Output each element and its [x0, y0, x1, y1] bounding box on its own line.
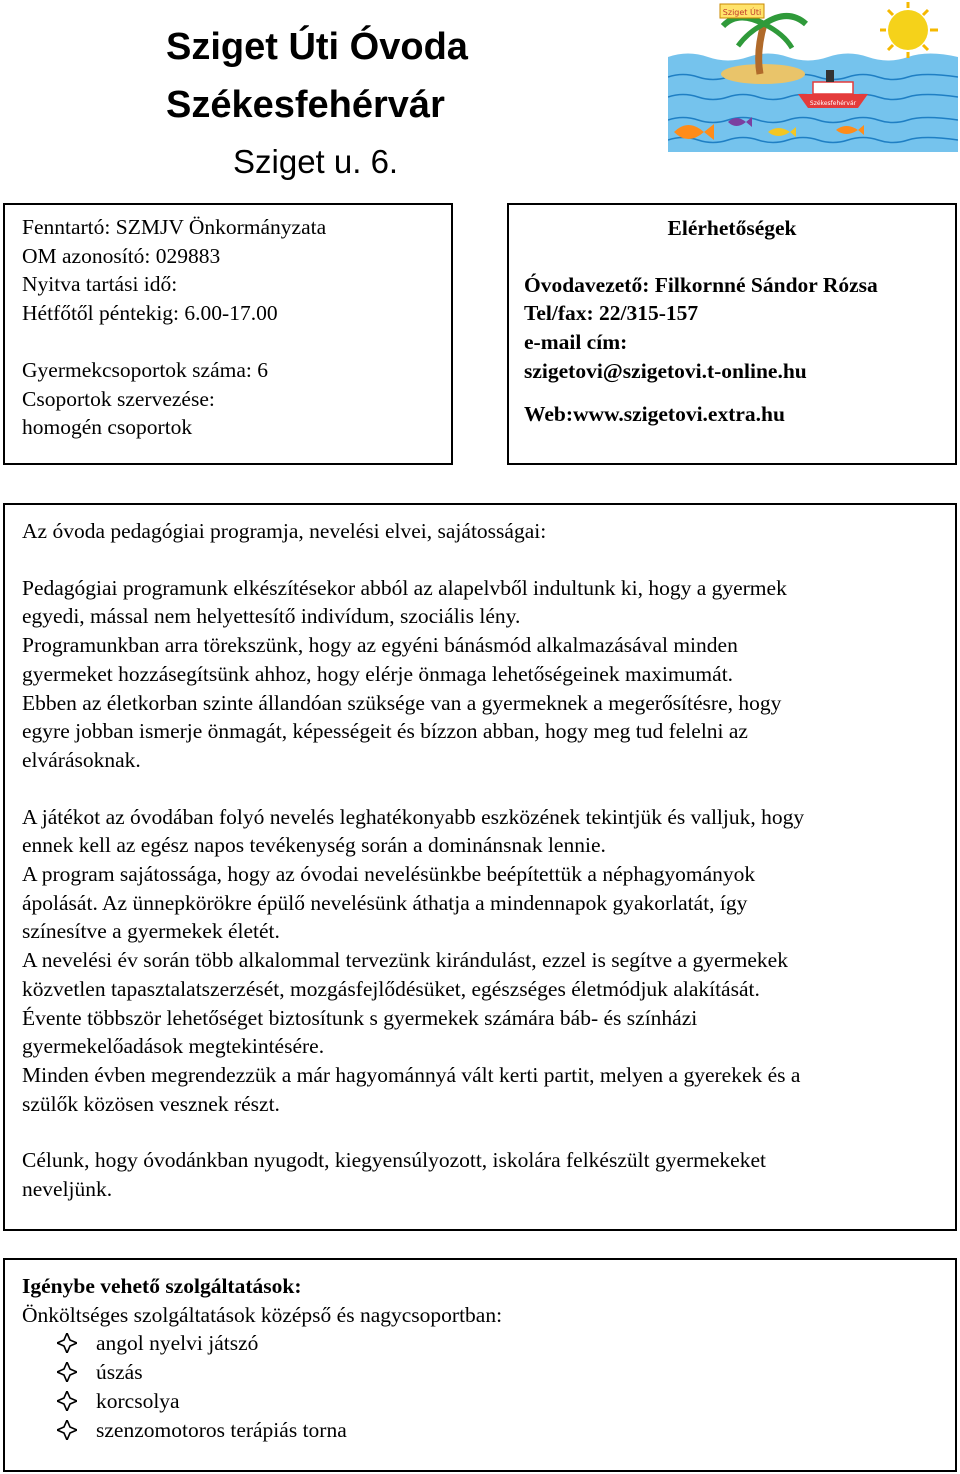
title-address: Sziget u. 6. — [233, 143, 399, 180]
title-school-name: Sziget Úti Óvoda — [166, 26, 468, 68]
list-item — [22, 1358, 943, 1387]
contact-telfax: Tel/fax: 22/315-157 — [524, 301, 699, 326]
program-line: szülők közösen vesznek részt. — [22, 1091, 280, 1116]
program-line: ápolását. Az ünnepkörökre épülő nevelésünk áthatja a mindennapok gyakorlatát, így — [22, 890, 748, 915]
diamond-bullet-icon — [57, 1420, 77, 1440]
diamond-bullet-icon — [57, 1391, 77, 1411]
info-group-count: Gyermekcsoportok száma: 6 — [22, 357, 268, 382]
info-opening-hours: Hétfőtől péntekig: 6.00-17.00 — [22, 301, 278, 326]
kindergarten-drawing — [668, 2, 958, 152]
services-subheading: Önköltséges szolgáltatások középső és nagycsoportban: — [22, 1302, 503, 1327]
list-item — [22, 1416, 943, 1445]
contact-web: Web:www.szigetovi.extra.hu — [524, 401, 785, 426]
service-item-label: korcsolya — [96, 1388, 180, 1413]
service-item-label: angol nyelvi játszó — [96, 1331, 259, 1356]
program-line: egyre jobban ismerje önmagát, képességeit és bízzon abban, hogy meg tud felelni az — [22, 719, 748, 744]
program-line: A játékot az óvodában folyó nevelés leghatékonyabb eszközének tekintjük és valljuk, hogy — [22, 804, 805, 829]
services-box — [3, 1258, 957, 1472]
program-line: Évente többször lehetőséget biztosítunk s gyermekek számára báb- és színházi — [22, 1005, 698, 1030]
info-om-id: OM azonosító: 029883 — [22, 243, 221, 268]
program-heading: Az óvoda pedagógiai programja, nevelési elvei, sajátosságai: — [22, 519, 547, 543]
program-line: ennek kell az egész napos tevékenység során a dominánsnak lennie. — [22, 833, 606, 858]
program-box — [3, 503, 957, 1231]
drawing-sign-text: Sziget Úti — [722, 8, 762, 17]
program-line: Pedagógiai programunk elkészítésekor abból az alapelvből indultunk ki, hogy a gyermek — [22, 575, 787, 600]
program-line: egyedi, mással nem helyettesítő indivídum, szociális lény. — [22, 604, 521, 629]
info-maintainer: Fenntartó: SZMJV Önkormányzata — [22, 215, 327, 239]
info-group-org-label: Csoportok szervezése: — [22, 386, 215, 411]
contact-leader: Óvodavezető: Filkornné Sándor Rózsa — [524, 272, 878, 297]
info-group-org-value: homogén csoportok — [22, 415, 193, 440]
program-line: elvárásoknak. — [22, 747, 141, 772]
program-line: Ebben az életkorban szinte állandóan szüksége van a gyermeknek a megerősítésre, hogy — [22, 690, 782, 715]
info-opening-label: Nyitva tartási idő: — [22, 272, 178, 297]
program-line: gyermekelőadások megtekintésére. — [22, 1034, 325, 1059]
title-block — [166, 18, 586, 190]
program-line: Programunkban arra törekszünk, hogy az egyéni bánásmód alkalmazásával minden — [22, 633, 738, 658]
diamond-bullet-icon — [57, 1333, 77, 1353]
list-item — [22, 1387, 943, 1416]
contact-heading: Elérhetőségek — [667, 216, 797, 240]
program-line: gyermeket hozzásegítsünk ahhoz, hogy elérje önmaga lehetőségeinek maximumát. — [22, 661, 734, 686]
drawing-boat-text: Székesfehérvár — [809, 100, 857, 107]
contact-email: szigetovi@szigetovi.t-online.hu — [524, 358, 807, 383]
service-item-label: szenzomotoros terápiás torna — [96, 1417, 347, 1442]
contact-email-label: e-mail cím: — [524, 330, 628, 355]
list-item — [22, 1329, 943, 1358]
program-line: színesítve a gyermekek életét. — [22, 919, 280, 944]
info-box — [3, 203, 453, 465]
program-line: Célunk, hogy óvodánkban nyugodt, kiegyensúlyozott, iskolára felkészült gyermekeket — [22, 1148, 766, 1173]
program-line: neveljünk. — [22, 1177, 113, 1202]
program-line: A nevelési év során több alkalommal tervezünk kirándulást, ezzel is segítve a gyermekek — [22, 948, 788, 973]
program-line: közvetlen tapasztalatszerzését, mozgásfejlődésüket, egészséges életmódjuk alakítását. — [22, 976, 760, 1001]
contact-box — [507, 203, 957, 465]
service-item-label: úszás — [96, 1360, 143, 1385]
services-heading: Igénybe vehető szolgáltatások: — [22, 1274, 302, 1298]
title-city: Székesfehérvár — [166, 84, 445, 126]
program-line: Minden évben megrendezzük a már hagyománnyá vált kerti partit, melyen a gyerekek és a — [22, 1062, 801, 1087]
diamond-bullet-icon — [57, 1362, 77, 1382]
program-line: A program sajátossága, hogy az óvodai nevelésünkbe beépítettük a néphagyományok — [22, 862, 756, 887]
